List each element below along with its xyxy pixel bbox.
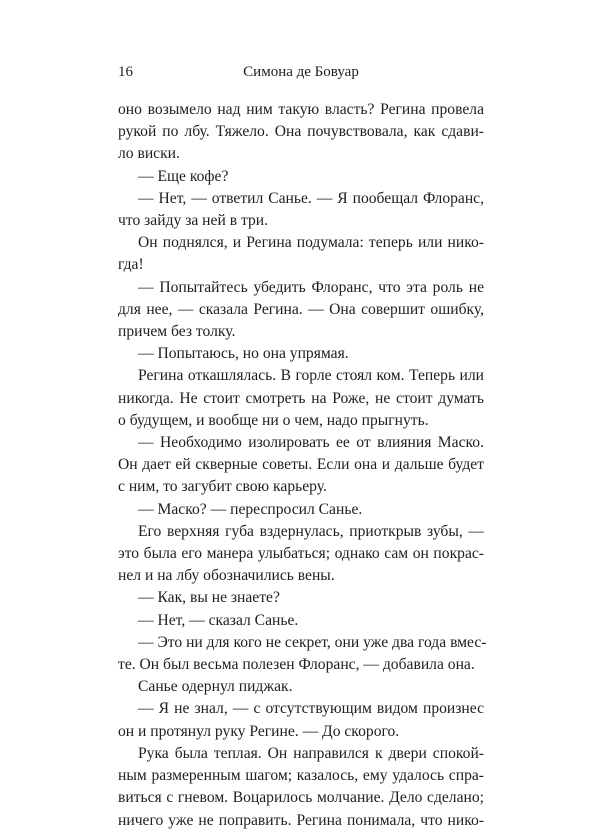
- paragraph: [118, 232, 484, 276]
- text-line: — Это ни для кого не секрет, они уже два года вмес-: [138, 633, 487, 651]
- text-line: что зайду за ней в три.: [118, 212, 268, 230]
- text-line: те. Он был весьма полезен Флоранс, — добавила она.: [118, 656, 475, 674]
- text-line: — Нет, — сказал Санье.: [138, 611, 299, 629]
- paragraph: [118, 676, 484, 698]
- paragraph: [118, 188, 484, 232]
- text-line: это была его манера улыбаться; однако сам он покрас-: [118, 545, 484, 563]
- paragraph: [118, 743, 484, 832]
- paragraph: [118, 166, 484, 188]
- text-line: с ним, то загубит свою карьеру.: [118, 478, 327, 496]
- text-line: рукой по лбу. Тяжело. Она почувствовала, как сдави-: [118, 123, 484, 141]
- text-line: ничего уже не поправить. Регина понимала, что нико-: [118, 811, 484, 829]
- text-line: оно возымело над ним такую власть? Регина провела: [118, 101, 484, 118]
- text-line: нел и на лбу обозначились вены.: [118, 567, 335, 585]
- text-line: никогда. Не стоит смотреть на Роже, не стоит думать: [118, 389, 484, 407]
- text-line: для нее, — сказала Регина. — Она совершит ошибку,: [118, 300, 484, 318]
- text-line: гда!: [118, 256, 144, 274]
- text-line: Рука была теплая. Он направился к двери спокой-: [138, 744, 484, 762]
- text-line: Санье одернул пиджак.: [138, 678, 293, 696]
- text-line: — Нет, — ответил Санье. — Я пообещал Флоранс,: [138, 189, 484, 207]
- text-line: — Как, вы не знаете?: [138, 589, 280, 607]
- paragraph: [118, 99, 484, 166]
- page-number: 16: [118, 64, 133, 80]
- text-line: Он дает ей скверные советы. Если она и дальше будет: [118, 456, 484, 474]
- text-line: Он поднялся, и Регина подумала: теперь или нико-: [138, 234, 484, 252]
- text-line: — Необходимо изолировать ее от влияния Маско.: [138, 434, 484, 452]
- paragraph: [118, 277, 484, 344]
- paragraph: [118, 521, 484, 588]
- running-title: Симона де Бовуар: [243, 64, 359, 80]
- text-line: Регина откашлялась. В горле стоял ком. Теперь или: [138, 367, 484, 385]
- paragraph: [118, 587, 484, 609]
- running-head: [118, 62, 484, 82]
- paragraph: [118, 343, 484, 365]
- paragraph: [118, 499, 484, 521]
- text-line: виться с гневом. Воцарилось молчание. Дело сделано;: [118, 789, 484, 807]
- body-text: [118, 99, 487, 832]
- paragraph: [118, 432, 484, 499]
- paragraph: [118, 698, 484, 742]
- text-line: он и протянул руку Регине. — До скорого.: [118, 722, 400, 740]
- paragraph: [118, 610, 484, 632]
- paragraph: [118, 632, 487, 676]
- text-line: ным размеренным шагом; казалось, ему удалось спра-: [118, 767, 484, 785]
- text-line: — Я не знал, — с отсутствующим видом произнес: [138, 700, 484, 718]
- text-line: — Маско? — переспросил Санье.: [138, 500, 363, 518]
- text-line: — Еще кофе?: [138, 167, 229, 185]
- text-line: ло виски.: [118, 145, 180, 163]
- text-line: Его верхняя губа вздернулась, приоткрыв зубы, —: [138, 522, 484, 540]
- text-line: о будущем, и вообще ни о чем, надо прыгнуть.: [118, 411, 429, 429]
- text-line: — Попытайтесь убедить Флоранс, что эта роль не: [138, 278, 484, 296]
- text-line: причем без толку.: [118, 323, 236, 341]
- paragraph: [118, 365, 484, 432]
- text-line: — Попытаюсь, но она упрямая.: [138, 345, 349, 363]
